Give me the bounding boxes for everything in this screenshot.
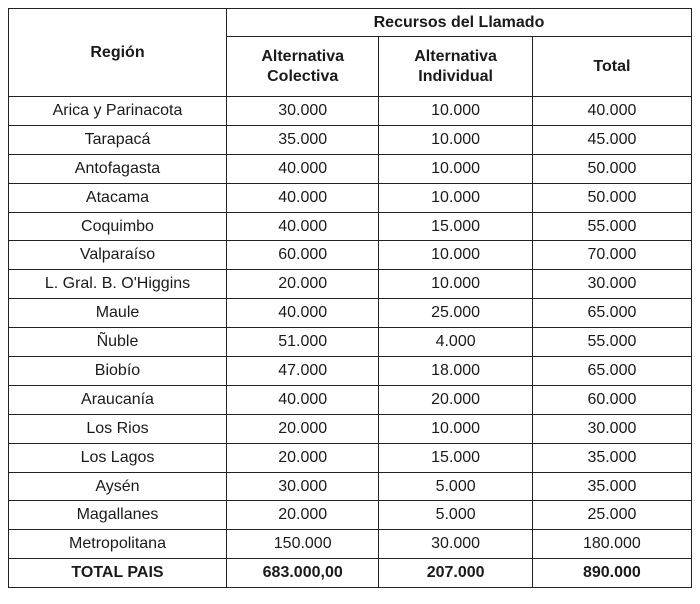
individual-cell: 10.000 <box>379 125 532 154</box>
region-cell: Los Rios <box>9 414 227 443</box>
total-cell: 50.000 <box>532 154 691 183</box>
region-cell: Tarapacá <box>9 125 227 154</box>
colectiva-cell: 60.000 <box>226 241 378 270</box>
colectiva-cell: 20.000 <box>226 501 378 530</box>
region-cell: Atacama <box>9 183 227 212</box>
colectiva-cell: 30.000 <box>226 472 378 501</box>
header-colectiva: Alternativa Colectiva <box>226 37 378 97</box>
region-cell: Biobío <box>9 357 227 386</box>
individual-cell: 25.000 <box>379 299 532 328</box>
total-cell: 30.000 <box>532 270 691 299</box>
individual-cell: 10.000 <box>379 414 532 443</box>
individual-cell: 207.000 <box>379 559 532 588</box>
colectiva-cell: 40.000 <box>226 183 378 212</box>
colectiva-cell: 20.000 <box>226 414 378 443</box>
individual-cell: 10.000 <box>379 97 532 126</box>
resources-table <box>8 8 692 588</box>
total-cell: 55.000 <box>532 328 691 357</box>
table-row <box>9 97 692 126</box>
total-cell: 40.000 <box>532 97 691 126</box>
individual-cell: 5.000 <box>379 501 532 530</box>
header-region: Región <box>9 9 227 97</box>
individual-cell: 5.000 <box>379 472 532 501</box>
total-cell: 65.000 <box>532 357 691 386</box>
region-cell: Arica y Parinacota <box>9 97 227 126</box>
total-cell: 35.000 <box>532 472 691 501</box>
total-cell: 25.000 <box>532 501 691 530</box>
colectiva-cell: 30.000 <box>226 97 378 126</box>
individual-cell: 18.000 <box>379 357 532 386</box>
total-cell: 30.000 <box>532 414 691 443</box>
table-row <box>9 472 692 501</box>
total-cell: 50.000 <box>532 183 691 212</box>
total-cell: 60.000 <box>532 385 691 414</box>
individual-cell: 10.000 <box>379 183 532 212</box>
colectiva-cell: 150.000 <box>226 530 378 559</box>
individual-cell: 15.000 <box>379 443 532 472</box>
table-row <box>9 357 692 386</box>
table-row <box>9 328 692 357</box>
total-row <box>9 559 692 588</box>
total-cell: 45.000 <box>532 125 691 154</box>
colectiva-cell: 20.000 <box>226 443 378 472</box>
table-row <box>9 270 692 299</box>
region-cell: Aysén <box>9 472 227 501</box>
table-row <box>9 385 692 414</box>
header-group: Recursos del Llamado <box>226 9 691 37</box>
region-cell: Los Lagos <box>9 443 227 472</box>
colectiva-cell: 51.000 <box>226 328 378 357</box>
region-cell: Valparaíso <box>9 241 227 270</box>
table-row <box>9 501 692 530</box>
individual-cell: 4.000 <box>379 328 532 357</box>
individual-cell: 10.000 <box>379 241 532 270</box>
colectiva-cell: 35.000 <box>226 125 378 154</box>
colectiva-cell: 20.000 <box>226 270 378 299</box>
colectiva-cell: 40.000 <box>226 299 378 328</box>
total-cell: 55.000 <box>532 212 691 241</box>
region-cell: L. Gral. B. O'Higgins <box>9 270 227 299</box>
region-cell: Metropolitana <box>9 530 227 559</box>
region-cell: Maule <box>9 299 227 328</box>
individual-cell: 10.000 <box>379 270 532 299</box>
header-individual: Alternativa Individual <box>379 37 532 97</box>
region-cell: Coquimbo <box>9 212 227 241</box>
colectiva-cell: 683.000,00 <box>226 559 378 588</box>
region-cell: Antofagasta <box>9 154 227 183</box>
table-row <box>9 414 692 443</box>
individual-cell: 15.000 <box>379 212 532 241</box>
region-cell: Araucanía <box>9 385 227 414</box>
table-row <box>9 212 692 241</box>
table-row <box>9 154 692 183</box>
table-row <box>9 125 692 154</box>
table-row <box>9 530 692 559</box>
region-cell: TOTAL PAIS <box>9 559 227 588</box>
table-row <box>9 183 692 212</box>
total-cell: 70.000 <box>532 241 691 270</box>
total-cell: 65.000 <box>532 299 691 328</box>
total-cell: 890.000 <box>532 559 691 588</box>
region-cell: Ñuble <box>9 328 227 357</box>
table-row <box>9 443 692 472</box>
total-cell: 180.000 <box>532 530 691 559</box>
colectiva-cell: 40.000 <box>226 212 378 241</box>
colectiva-cell: 40.000 <box>226 385 378 414</box>
region-cell: Magallanes <box>9 501 227 530</box>
total-cell: 35.000 <box>532 443 691 472</box>
colectiva-cell: 40.000 <box>226 154 378 183</box>
colectiva-cell: 47.000 <box>226 357 378 386</box>
individual-cell: 20.000 <box>379 385 532 414</box>
individual-cell: 10.000 <box>379 154 532 183</box>
individual-cell: 30.000 <box>379 530 532 559</box>
table-row <box>9 299 692 328</box>
table-row <box>9 241 692 270</box>
header-total: Total <box>532 37 691 97</box>
